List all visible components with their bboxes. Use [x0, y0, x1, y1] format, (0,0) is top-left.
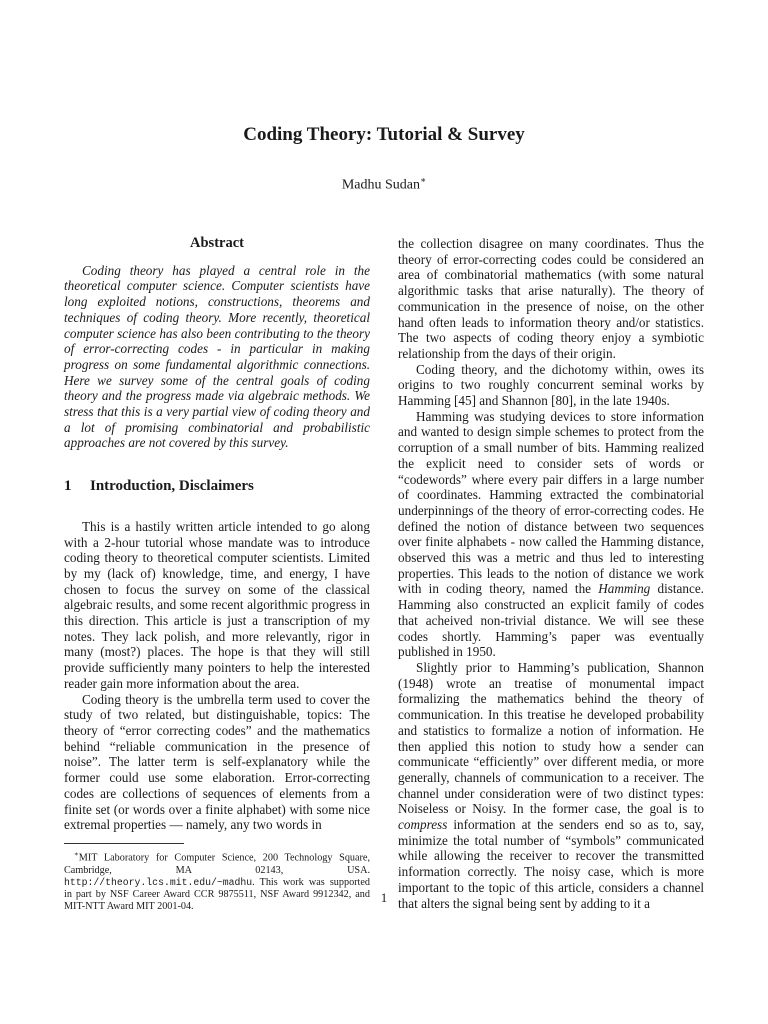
- author-name: Madhu Sudan: [341, 177, 421, 193]
- paragraph: [398, 409, 704, 660]
- paper-title: Coding Theory: Tutorial & Survey: [243, 124, 525, 145]
- footnote-text-b: . This work was supported in part by NSF Career Award CCR 9875511, NSF Award 9912342, and MIT-NTT Award MIT 2001-04.: [64, 876, 370, 913]
- page-number: 1: [380, 890, 388, 905]
- emphasis: compress: [398, 817, 448, 833]
- paragraph-text: distance. Hamming also constructed an explicit family of codes that acheived non-trivial distance. We will see these codes shortly. Hamming’s paper was eventually published in 1950.: [398, 581, 704, 660]
- footnote-rule: [64, 843, 184, 844]
- abstract-heading: Abstract: [190, 235, 244, 251]
- emphasis: Hamming: [598, 581, 651, 597]
- paragraph-text: Hamming was studying devices to store information and wanted to design simple schemes to protect from the corruption of a small number of bits. Hamming realized the explicit need to consider sets of words or “codewords” where every pair differs in a large number of coordinates. Hamming extracted the combinatorial underpinnings of the theory of error-correcting codes. He defined the notion of distance between two sequences over finite alphabets - now called the Hamming distance, observed this was a metric and thus led to interesting properties. This leads to the notion of distance we work with in coding theory, named the: [398, 408, 704, 597]
- author-footnote-mark: ∗: [420, 175, 427, 185]
- paragraph: Coding theory, and the dichotomy within, owes its origins to two roughly concurrent seminal works by Hamming [45] and Shannon [80], in the late 1940s.: [398, 361, 704, 409]
- left-column: [64, 236, 370, 913]
- section-number: 1: [64, 478, 72, 495]
- abstract-text: Coding theory has played a central role in the theoretical computer science. Computer scientists have long exploited notions, constructions, theorems and techniques of coding theory. More recently, theoretical computer science has also been contributing to the theory of error-correcting codes - in particular in making progress on some fundamental algorithmic connections. Here we survey some of the central goals of coding theory and the progress made via algebraic methods. We stress that this is a very partial view of coding theory and a lot of promising combinatorial and probabilistic approaches are not covered by this survey.: [64, 262, 370, 451]
- paragraph: the collection disagree on many coordinates. Thus the theory of error-correcting codes could be considered an area of combinatorial mathematics (with some natural algorithmic tasks that arise naturally). The theory of communication in the presence of noise, on the other hand often leads to information theory and/or statistics. The two aspects of coding theory enjoy a symbiotic relationship from the days of their origin.: [398, 236, 704, 361]
- paragraph-text: Slightly prior to Hamming’s publication, Shannon (1948) wrote an treatise of monumental impact formalizing the mathematics behind the theory of communication. In this treatise he developed probability and statistics to formalize a notion of information. He then applied this notion to study how a sender can communicate “efficiently” over different media, or more generally, channels of communication to a receiver. The channel under consideration were of two distinct types: Noiseless or Noisy. In the former case, the goal is to: [398, 659, 704, 817]
- footnote-url[interactable]: http://theory.lcs.mit.edu/~madhu: [64, 876, 253, 888]
- section-heading: [64, 479, 370, 495]
- author-line: [0, 175, 768, 194]
- footnote-mark: ∗: [74, 849, 79, 858]
- paragraph: This is a hastily written article intended to go along with a 2-hour tutorial whose mandate was to introduce coding theory to theoretical computer scientists. Limited by my (lack of) knowledge, time, and energy, I have chosen to focus the survey on some of the classical algebraic results, and some recent algorithmic progress in this direction. This article is just a transcription of my notes. They lack polish, and more relevantly, rigor in many (most?) places. The hope is that they will still provide sufficiently many pointers to help the interested reader gain more information about the area.: [64, 518, 370, 691]
- paragraph: Coding theory is the umbrella term used to cover the study of two related, but distinguishable, topics: The theory of “error correcting codes” and the mathematics behind “reliable communication in the presence of noise”. The latter term is self-explanatory while the former could use some elaboration. Error-correcting codes are collections of sequences of elements from a finite set (or words over a finite alphabet) with some nice extremal properties — namely, any two words in: [64, 691, 370, 833]
- right-column: [398, 236, 704, 911]
- paragraph: [398, 660, 704, 911]
- section-title: Introduction, Disclaimers: [90, 478, 254, 495]
- footnote-text-a: MIT Laboratory for Computer Science, 200 Technology Square, Cambridge, MA 02143, USA.: [64, 852, 370, 876]
- paragraph-text: information at the senders end so as to, say, minimize the total number of “symbols” communicated while allowing the receiver to recover the transmitted information correctly. The noisy case, which is more important to the topic of this article, considers a channel that alters the signal being sent by adding to it a: [398, 817, 704, 911]
